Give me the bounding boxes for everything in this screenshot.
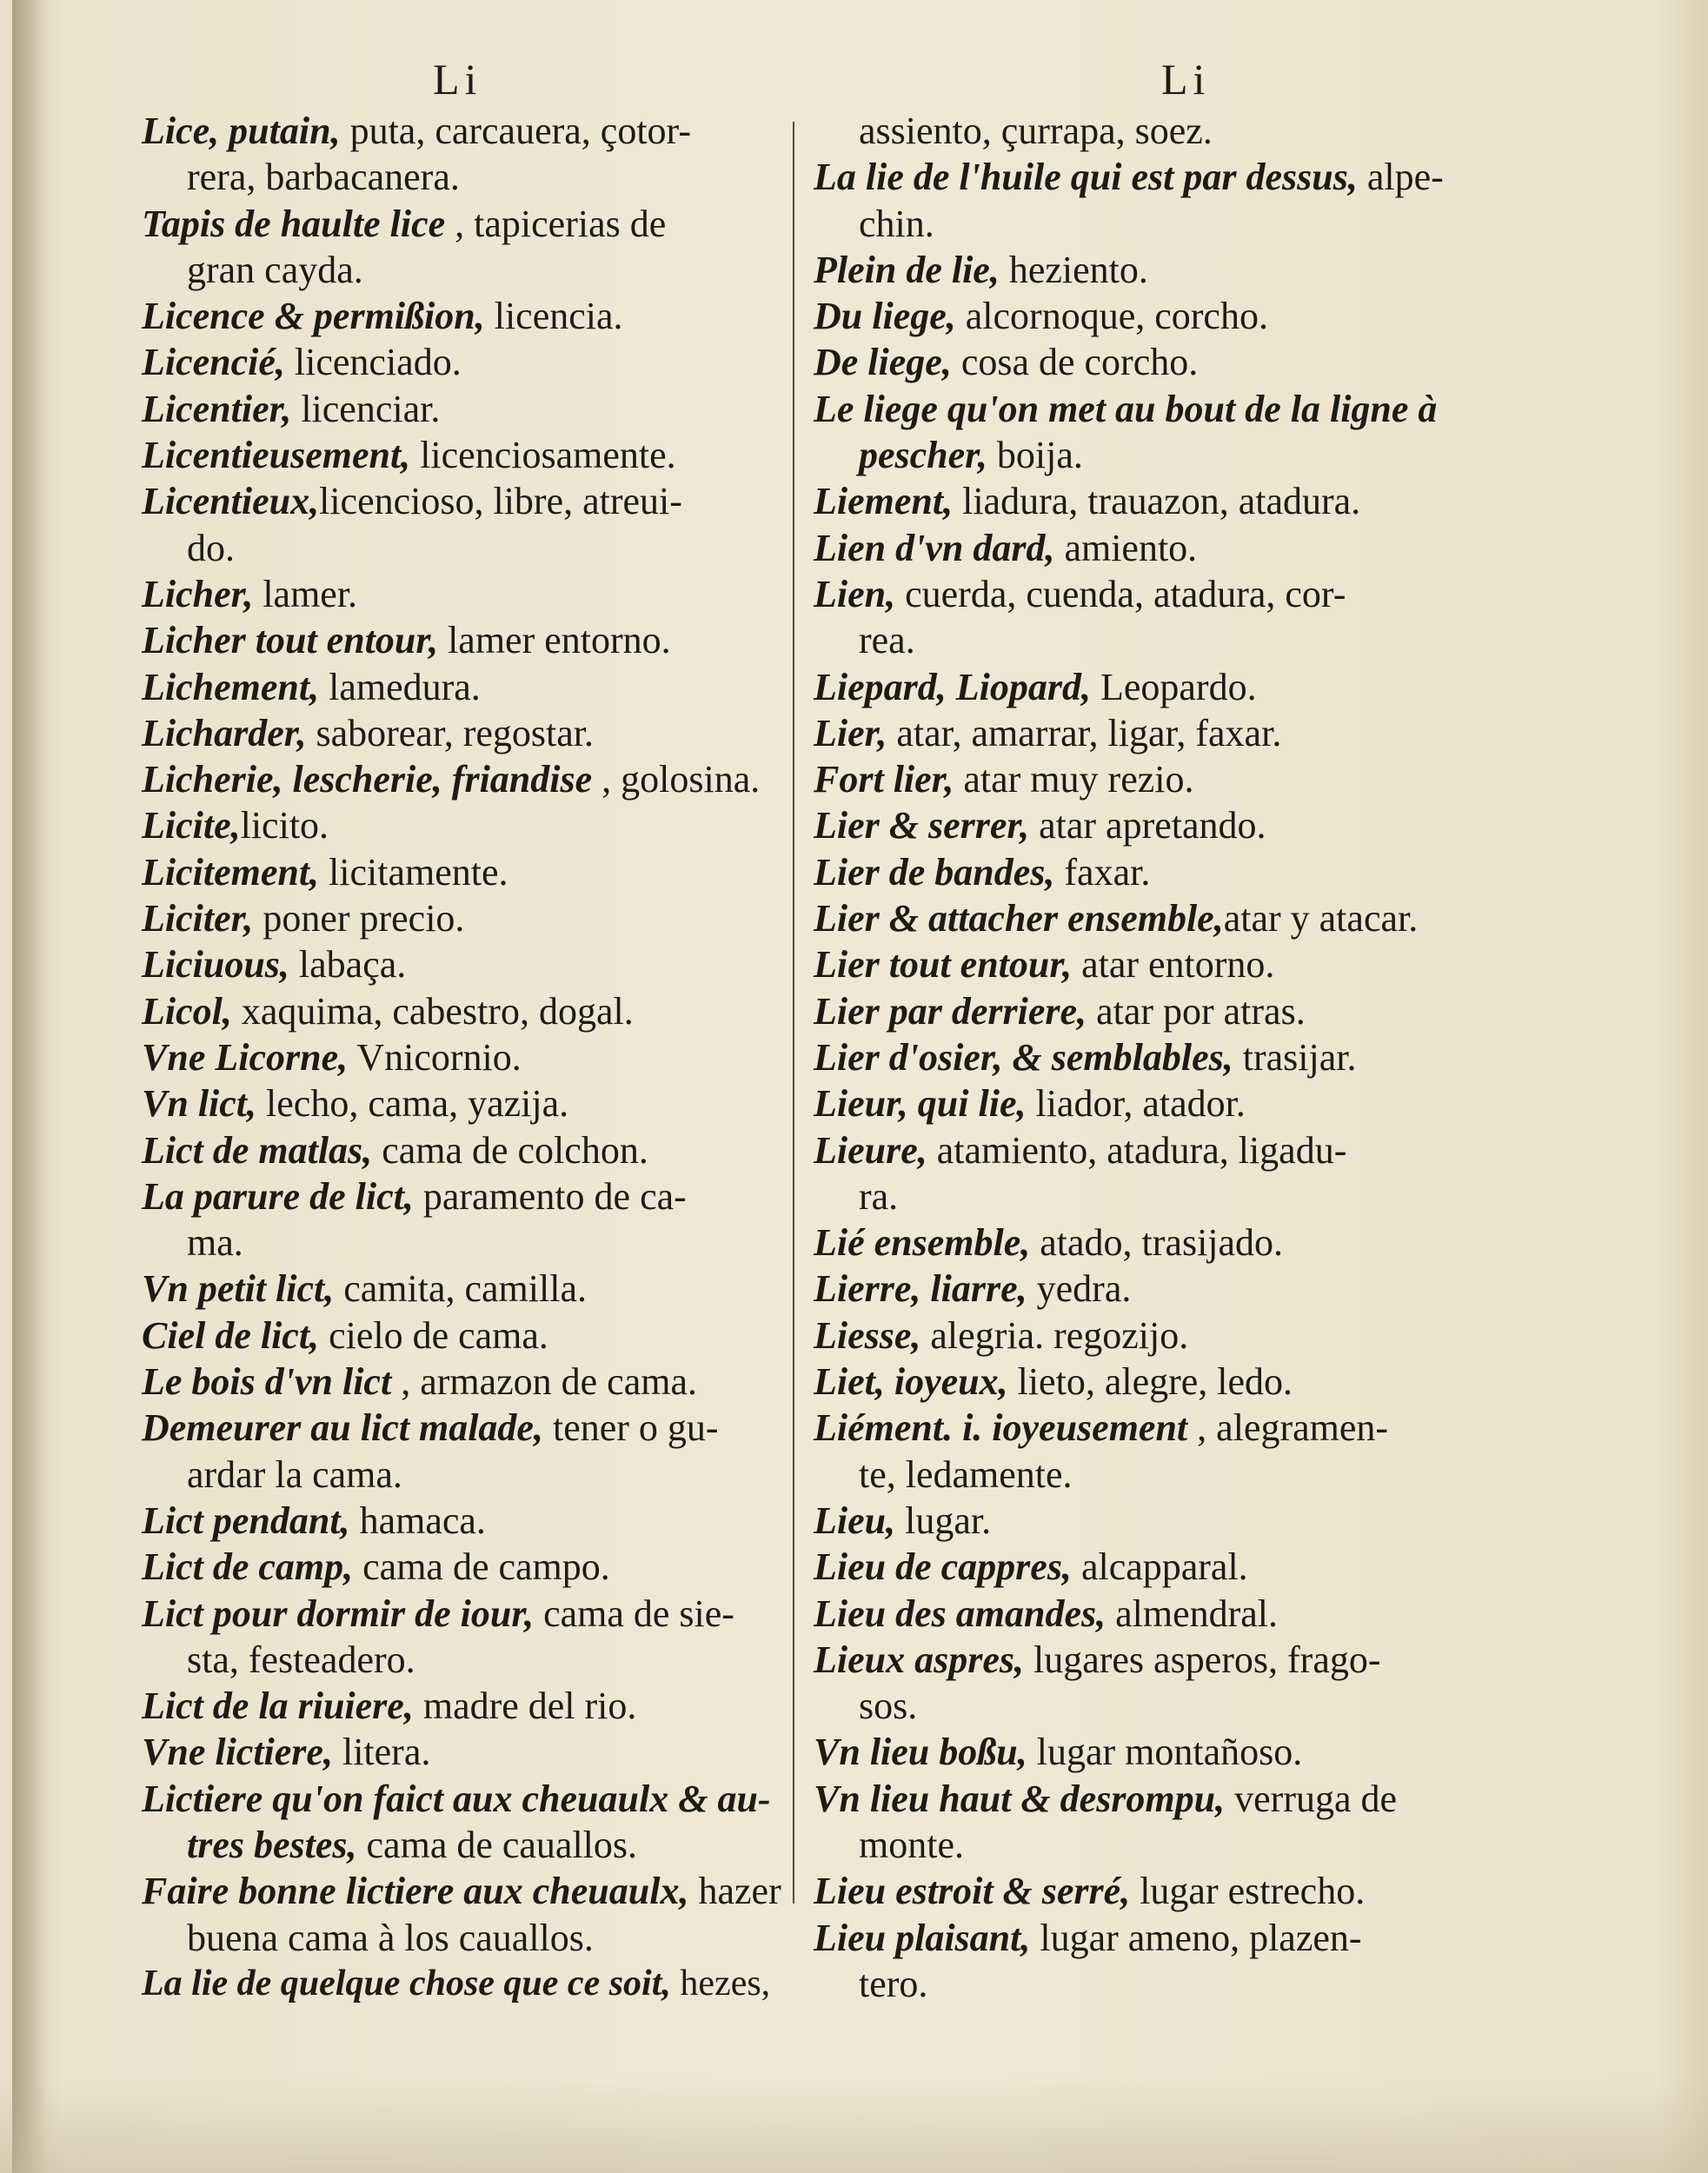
entry-headword: Lier tout entour, [814, 943, 1073, 987]
entry-headword: Lice, putain, [142, 110, 341, 152]
entry-translation: cama de campo. [353, 1545, 610, 1589]
entry-translation: yedra. [1027, 1267, 1132, 1311]
entry-headword: La lie de quelque chose que ce soit, [142, 1963, 671, 2004]
entry-headword: Vn lict, [142, 1082, 257, 1126]
entry-headword: Plein de lie, [814, 248, 1000, 291]
entry-translation: chin. [859, 202, 934, 245]
dictionary-entry-line [142, 988, 781, 1034]
dictionary-entry-line [814, 1776, 1452, 1822]
entry-translation: amiento. [1054, 526, 1198, 569]
dictionary-entry-line [142, 617, 781, 663]
dictionary-entry-line [142, 1544, 781, 1590]
entry-translation: licencioso, libre, atreui- [319, 480, 682, 523]
dictionary-entry-line [142, 1729, 781, 1775]
dictionary-entry-line [142, 293, 781, 339]
entry-translation: do. [187, 526, 235, 569]
entry-translation: Vnicornio. [348, 1035, 522, 1079]
dictionary-entry-line [142, 941, 781, 987]
dictionary-entry-line [814, 1822, 1452, 1868]
entry-headword: Lier & attacher ensemble, [814, 897, 1224, 940]
entry-headword: Vn lieu haut & desrompu, [814, 1777, 1226, 1820]
dictionary-entry-line [142, 154, 781, 200]
entry-translation: atar, amarrar, ligar, faxar. [887, 711, 1282, 754]
dictionary-entry-line [814, 710, 1452, 756]
dictionary-entry-line [814, 1915, 1452, 1961]
entry-translation: Leopardo. [1090, 665, 1257, 708]
entry-translation: saborear, regostar. [306, 711, 594, 754]
entry-translation: licitamente. [319, 850, 508, 894]
dictionary-entry-line [142, 108, 781, 154]
entry-translation: rera, barbacanera. [187, 156, 460, 199]
entry-translation: , golosina. [592, 758, 761, 801]
entry-translation: litera. [332, 1731, 431, 1774]
dictionary-entry-line [142, 1915, 781, 1961]
entry-translation: monte. [859, 1823, 964, 1866]
entry-translation: almendral. [1106, 1592, 1279, 1635]
entry-headword: Lieu estroit & serré, [814, 1870, 1131, 1913]
dictionary-entry-line [814, 1312, 1452, 1359]
entry-headword: Lier de bandes, [814, 850, 1055, 894]
entry-translation: puta, carcauera, çotor- [340, 110, 691, 152]
entry-translation: liador, atador. [1026, 1082, 1246, 1126]
entry-translation: licencia. [484, 295, 623, 338]
entry-translation: hezes, [670, 1963, 771, 2004]
entry-headword: Lien, [814, 572, 896, 615]
entry-translation: heziento. [999, 248, 1148, 291]
entry-translation: lugar montañoso. [1027, 1731, 1303, 1774]
entry-translation: cosa de corcho. [951, 341, 1199, 384]
entry-translation: hamaca. [349, 1499, 486, 1542]
entry-headword: Licitement, [142, 850, 320, 894]
dictionary-entry-line [814, 1405, 1452, 1451]
dictionary-entry-line [142, 895, 781, 941]
entry-translation: te, ledamente. [859, 1452, 1073, 1496]
dictionary-entry-line [142, 1961, 781, 2007]
page-bottom-tint [0, 2077, 1708, 2173]
dictionary-entry-line [814, 108, 1452, 154]
entry-headword: Lieu plaisant, [814, 1916, 1031, 1959]
dictionary-entry-line [142, 1034, 781, 1080]
dictionary-entry-line [142, 756, 781, 802]
entry-translation: boija. [987, 434, 1083, 477]
dictionary-entry-line [142, 802, 781, 848]
dictionary-entry-line [142, 1822, 781, 1868]
dictionary-entry-line [814, 1591, 1452, 1637]
dictionary-entry-line [142, 1173, 781, 1219]
dictionary-entry-line [814, 1683, 1452, 1729]
dictionary-entry-line [142, 849, 781, 895]
entry-headword: Lieure, [814, 1128, 927, 1172]
entry-headword: Lict de la riuiere, [142, 1685, 414, 1728]
entry-translation: lugar ameno, plazen- [1030, 1916, 1362, 1959]
entry-headword: Licher tout entour, [142, 619, 439, 662]
entry-headword: Vn lieu boßu, [814, 1731, 1027, 1774]
dictionary-entry-line [142, 1498, 781, 1544]
entry-headword: Licentieusement, [142, 434, 411, 477]
entry-translation: liadura, trauazon, atadura. [953, 480, 1361, 523]
entry-headword: Le liege qu'on met au bout de la ligne à [814, 387, 1438, 430]
entry-translation: cama de colchon. [372, 1128, 648, 1172]
entry-translation: cielo de cama. [319, 1313, 548, 1357]
entry-translation: atar entorno. [1072, 943, 1275, 987]
column-divider [793, 122, 794, 1904]
entry-translation: lieto, alegre, ledo. [1007, 1360, 1293, 1404]
entry-headword: Lieur, qui lie, [814, 1082, 1027, 1126]
dictionary-entry-line [142, 1266, 781, 1312]
entry-headword: La lie de l'huile qui est par dessus, [814, 156, 1358, 199]
entry-translation: , tapicerias de [445, 202, 667, 245]
entry-headword: Lier d'osier, & semblables, [814, 1035, 1233, 1079]
entry-headword: Lict pendant, [142, 1499, 350, 1542]
entry-translation: poner precio. [253, 897, 465, 940]
entry-translation: gran cayda. [187, 248, 363, 291]
dictionary-entry-line [814, 1080, 1452, 1126]
entry-headword: Licharder, [142, 711, 307, 754]
entry-headword: Lict de matlas, [142, 1128, 373, 1172]
entry-headword: Vne Licorne, [142, 1035, 349, 1079]
entry-translation: lamer. [253, 572, 358, 615]
running-header-left: Li [433, 55, 482, 103]
entry-headword: Le bois d'vn lict [142, 1360, 392, 1404]
entry-headword: Demeurer au lict malade, [142, 1406, 543, 1450]
entry-translation: alcapparal. [1071, 1545, 1248, 1589]
entry-headword: Liement, [814, 480, 954, 523]
entry-translation: licenciar. [291, 387, 441, 430]
entry-headword: Licentieux, [142, 480, 320, 523]
entry-headword: Lier & serrer, [814, 804, 1030, 847]
entry-translation: alegria. regozijo. [920, 1313, 1189, 1357]
dictionary-entry-line [814, 1127, 1452, 1173]
dictionary-entry-line [142, 1683, 781, 1729]
dictionary-entry-line [814, 895, 1452, 941]
entry-translation: atamiento, atadura, ligadu- [927, 1128, 1347, 1172]
dictionary-entry-line [814, 1637, 1452, 1683]
entry-headword: Du liege, [814, 295, 956, 338]
entry-translation: atar y atacar. [1223, 897, 1419, 940]
entry-headword: De liege, [814, 341, 952, 384]
entry-headword: Licol, [142, 989, 232, 1033]
entry-translation: lugar. [895, 1499, 992, 1542]
entry-headword: Liciter, [142, 897, 254, 940]
entry-headword: Licherie, lescherie, friandise [142, 758, 593, 801]
entry-headword: Fort lier, [814, 758, 954, 801]
entry-headword: Lieu, [814, 1499, 896, 1542]
entry-translation: licito. [240, 804, 329, 847]
dictionary-entry-line [814, 1266, 1452, 1312]
entry-headword: Licence & permißion, [142, 295, 485, 338]
dictionary-entry-line [142, 525, 781, 571]
left-column [142, 108, 781, 2007]
page-gutter-shadow [12, 0, 47, 2173]
entry-translation: lamedura. [319, 665, 481, 708]
entry-translation: verruga de [1225, 1777, 1398, 1820]
dictionary-entry-line [814, 571, 1452, 617]
entry-headword: Lié ensemble, [814, 1221, 1031, 1265]
entry-translation: sos. [859, 1685, 918, 1728]
entry-headword: Licher, [142, 572, 254, 615]
entry-headword: Liément. i. ioyeusement [814, 1406, 1188, 1450]
entry-translation: cama de sie- [534, 1592, 734, 1635]
entry-translation: lugar estrecho. [1130, 1870, 1366, 1913]
dictionary-entry-line [814, 432, 1452, 478]
entry-translation: ma. [187, 1221, 243, 1265]
dictionary-entry-line [814, 849, 1452, 895]
entry-translation: xaquima, cabestro, dogal. [231, 989, 634, 1033]
entry-translation: madre del rio. [413, 1685, 637, 1728]
entry-translation: lecho, cama, yazija. [256, 1082, 569, 1126]
entry-translation: licenciado. [284, 341, 462, 384]
entry-translation: cuerda, cuenda, atadura, cor- [895, 572, 1346, 615]
dictionary-entry-line [814, 154, 1452, 200]
dictionary-entry-line [814, 478, 1452, 524]
dictionary-entry-line [142, 1312, 781, 1359]
dictionary-entry-line [814, 941, 1452, 987]
dictionary-entry-line [142, 478, 781, 524]
entry-translation: licenciosamente. [410, 434, 676, 477]
entry-headword: Lict de camp, [142, 1545, 354, 1589]
entry-headword: Ciel de lict, [142, 1313, 320, 1357]
entry-translation: faxar. [1054, 850, 1151, 894]
entry-translation: tener o gu- [542, 1406, 719, 1450]
dictionary-entry-line [814, 1544, 1452, 1590]
dictionary-entry-line [142, 1359, 781, 1405]
dictionary-entry-line [814, 1452, 1452, 1498]
entry-headword: Vne lictiere, [142, 1731, 333, 1774]
dictionary-entry-line [814, 617, 1452, 663]
entry-translation: rea. [859, 619, 915, 662]
entry-translation: alpe- [1357, 156, 1444, 199]
dictionary-entry-line [814, 1359, 1452, 1405]
dictionary-entry-line [814, 201, 1452, 247]
dictionary-entry-line [814, 988, 1452, 1034]
dictionary-entry-line [814, 339, 1452, 385]
entry-headword: Lieu de cappres, [814, 1545, 1072, 1589]
entry-translation: tero. [859, 1962, 928, 2005]
entry-headword: Lictiere qu'on faict aux cheuaulx & au- [142, 1777, 771, 1820]
right-column [814, 108, 1452, 2007]
dictionary-entry-line [814, 664, 1452, 710]
entry-translation: paramento de ca- [413, 1174, 687, 1218]
dictionary-entry-line [142, 1127, 781, 1173]
entry-translation: lugares asperos, frago- [1024, 1638, 1381, 1681]
entry-translation: hazer [688, 1870, 781, 1913]
dictionary-entry-line [142, 247, 781, 293]
entry-translation: alcornoque, corcho. [955, 295, 1268, 338]
dictionary-entry-line [814, 1173, 1452, 1219]
dictionary-entry-line [814, 386, 1452, 432]
dictionary-entry-line [142, 339, 781, 385]
dictionary-entry-line [142, 571, 781, 617]
dictionary-entry-line [142, 1452, 781, 1498]
entry-headword: Lier par derriere, [814, 989, 1087, 1033]
entry-headword: Licite, [142, 804, 241, 847]
entry-translation: camita, camilla. [334, 1267, 587, 1311]
entry-headword: Lichement, [142, 665, 320, 708]
entry-headword: Liepard, Liopard, [814, 665, 1091, 708]
entry-translation: cama de cauallos. [356, 1823, 638, 1866]
dictionary-entry-line [142, 201, 781, 247]
dictionary-entry-line [814, 525, 1452, 571]
dictionary-entry-line [814, 1034, 1452, 1080]
entry-translation: ra. [859, 1174, 899, 1218]
entry-headword: Lier, [814, 711, 887, 754]
dictionary-entry-line [142, 1219, 781, 1266]
dictionary-entry-line [814, 293, 1452, 339]
dictionary-entry-line [814, 1219, 1452, 1266]
dictionary-entry-line [142, 1080, 781, 1126]
dictionary-entry-line [142, 1637, 781, 1683]
entry-headword: Vn petit lict, [142, 1267, 335, 1311]
entry-translation: atar apretando. [1029, 804, 1266, 847]
entry-headword: Lien d'vn dard, [814, 526, 1055, 569]
entry-headword: tres bestes, [187, 1823, 357, 1866]
dictionary-entry-line [142, 664, 781, 710]
entry-headword: Lict pour dormir de iour, [142, 1592, 535, 1635]
dictionary-entry-line [814, 802, 1452, 848]
entry-translation: ardar la cama. [187, 1452, 402, 1496]
running-header-right: Li [1161, 55, 1211, 103]
dictionary-entry-line [142, 1868, 781, 1914]
dictionary-entry-line [814, 756, 1452, 802]
entry-headword: Liet, ioyeux, [814, 1360, 1008, 1404]
entry-headword: Licentier, [142, 387, 292, 430]
dictionary-entry-line [814, 1729, 1452, 1775]
entry-headword: Lierre, liarre, [814, 1267, 1027, 1311]
entry-translation: labaça. [289, 943, 407, 987]
entry-headword: Liesse, [814, 1313, 921, 1357]
entry-translation: trasijar. [1233, 1035, 1357, 1079]
entry-headword: Lieux aspres, [814, 1638, 1024, 1681]
entry-translation: lamer entorno. [438, 619, 671, 662]
dictionary-entry-line [814, 1498, 1452, 1544]
dictionary-entry-line [142, 710, 781, 756]
dictionary-entry-line [142, 1591, 781, 1637]
dictionary-entry-line [814, 247, 1452, 293]
dictionary-entry-line [142, 1776, 781, 1822]
entry-translation: buena cama à los cauallos. [187, 1916, 594, 1959]
dictionary-entry-line [814, 1961, 1452, 2007]
entry-translation: sta, festeadero. [187, 1638, 415, 1681]
entry-headword: Lieu des amandes, [814, 1592, 1107, 1635]
entry-headword: La parure de lict, [142, 1174, 414, 1218]
entry-translation: atar por atras. [1087, 989, 1306, 1033]
entry-translation: atado, trasijado. [1030, 1221, 1284, 1265]
entry-translation: assiento, çurrapa, soez. [859, 110, 1213, 152]
dictionary-entry-line [142, 386, 781, 432]
entry-headword: Licencié, [142, 341, 285, 384]
dictionary-entry-line [814, 1868, 1452, 1914]
entry-headword: Tapis de haulte lice [142, 202, 446, 245]
entry-headword: Liciuous, [142, 943, 289, 987]
entry-translation: , alegramen- [1187, 1406, 1389, 1450]
entry-translation: atar muy rezio. [954, 758, 1194, 801]
entry-headword: pescher, [859, 434, 987, 477]
dictionary-entry-line [142, 432, 781, 478]
dictionary-entry-line [142, 1405, 781, 1451]
entry-translation: , armazon de cama. [391, 1360, 697, 1404]
entry-headword: Faire bonne lictiere aux cheuaulx, [142, 1870, 689, 1913]
